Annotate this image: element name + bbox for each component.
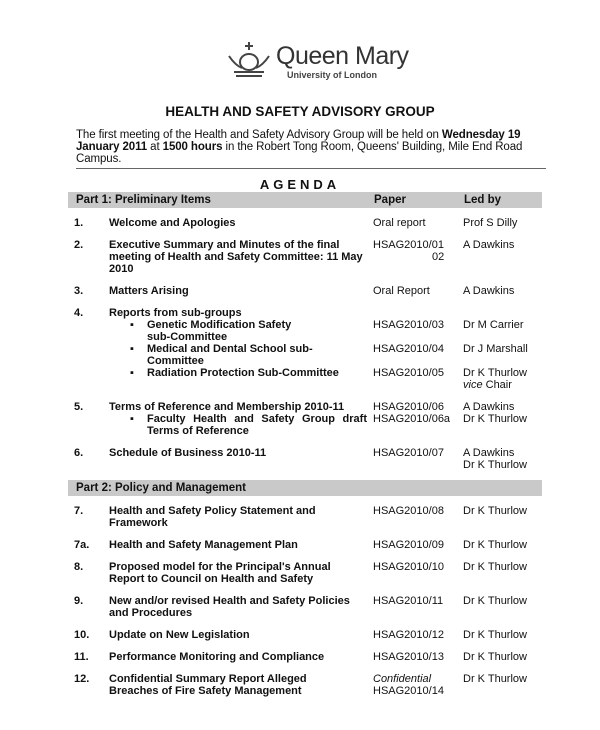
item-title: Update on New Legislation xyxy=(109,629,250,641)
item-title: Health and Safety Policy Statement and Framework xyxy=(109,505,316,529)
item-number: 9. xyxy=(74,595,84,607)
agenda-row xyxy=(68,447,568,471)
item-paper: HSAG2010/05 xyxy=(373,367,444,379)
agenda-subrow xyxy=(68,343,568,367)
agenda-row xyxy=(68,401,568,413)
item-paper: HSAG2010/07 xyxy=(373,447,444,459)
item-led-by: Dr K Thurlow xyxy=(463,561,527,573)
subitem-title: Faculty Health and Safety Group draft Terms of Reference xyxy=(147,413,367,437)
agenda-row xyxy=(68,285,568,297)
item-paper: HSAG2010/03 xyxy=(373,319,444,331)
logo-name: Queen Mary xyxy=(276,42,409,70)
agenda-row xyxy=(68,539,568,551)
item-paper: Oral Report xyxy=(373,285,430,297)
item-led-by: A Dawkins xyxy=(463,285,515,297)
item-led-by: Dr K Thurlow xyxy=(463,629,527,641)
part2-header xyxy=(68,480,542,496)
agenda-row xyxy=(68,595,568,619)
item-led-by: A Dawkins xyxy=(463,447,515,459)
item-number: 12. xyxy=(74,673,90,685)
item-number: 11. xyxy=(74,651,89,663)
part1-label: Part 1: Preliminary Items xyxy=(76,194,211,206)
agenda-row xyxy=(68,651,568,663)
subitem-title: Medical and Dental School sub-Committee xyxy=(147,343,313,367)
item-led-by: Dr K Thurlow xyxy=(463,539,527,551)
agenda-row xyxy=(68,307,568,319)
item-led-by: A Dawkins xyxy=(463,239,515,251)
bullet-icon: ▪ xyxy=(130,367,134,379)
intro-text: The first meeting of the Health and Safety Advisory Group will be held on xyxy=(76,129,442,141)
item-led-by: Dr K Thurlow xyxy=(463,673,527,685)
item-paper-confidential: Confidential xyxy=(373,673,432,685)
agenda-subrow xyxy=(68,319,568,343)
item-led-by: Dr J Marshall xyxy=(463,343,528,355)
item-title: Proposed model for the Principal's Annual Report to Council on Health and Safety xyxy=(109,561,331,585)
item-paper: HSAG2010/10 xyxy=(373,561,444,573)
meeting-date: Wednesday 19 January 2011 xyxy=(76,129,521,153)
item-number: 7a. xyxy=(74,539,90,551)
agenda-heading: AGENDA xyxy=(259,177,341,192)
item-led-by: Dr M Carrier xyxy=(463,319,524,331)
item-paper: HSAG2010/11 xyxy=(373,595,444,607)
item-title: Terms of Reference and Membership 2010-11 xyxy=(109,401,345,413)
led-by-column-header: Led by xyxy=(464,194,502,206)
agenda-row xyxy=(68,239,568,275)
item-led-by: Dr K Thurlow xyxy=(463,459,527,471)
item-title: Health and Safety Management Plan xyxy=(109,539,298,551)
item-paper: Oral report xyxy=(373,217,426,229)
item-led-by: Prof S Dilly xyxy=(463,217,518,229)
part1-header xyxy=(68,192,542,208)
agenda-row xyxy=(68,629,568,641)
bullet-icon: ▪ xyxy=(130,343,134,355)
led-by-role: Chair xyxy=(482,379,512,391)
intro-text: at xyxy=(147,141,163,153)
part1-items xyxy=(68,217,568,471)
item-led-by: A Dawkins xyxy=(463,401,515,413)
university-logo xyxy=(226,40,409,84)
item-title: Matters Arising xyxy=(109,285,189,297)
item-title: Confidential Summary Report Alleged Breaches of Fire Safety Management xyxy=(109,673,307,697)
item-number: 4. xyxy=(74,307,84,319)
item-number: 3. xyxy=(74,285,84,297)
agenda-row xyxy=(68,505,568,529)
item-number: 10. xyxy=(74,629,90,641)
page-bottom-margin xyxy=(0,697,600,727)
bullet-icon: ▪ xyxy=(130,319,134,331)
logo-subtitle: University of London xyxy=(287,70,377,80)
paper-column-header: Paper xyxy=(374,194,406,206)
item-led-by: Dr K Thurlow xyxy=(463,651,527,663)
item-paper: HSAG2010/06 xyxy=(373,401,444,413)
bullet-icon: ▪ xyxy=(130,413,134,425)
meeting-time: 1500 hours xyxy=(162,141,223,153)
item-led-by: Dr K Thurlow xyxy=(463,413,527,425)
item-paper: HSAG2010/09 xyxy=(373,539,444,551)
item-number: 7. xyxy=(74,505,84,517)
item-paper: HSAG2010/01 xyxy=(373,239,444,251)
item-title: Performance Monitoring and Compliance xyxy=(109,651,325,663)
item-number: 5. xyxy=(74,401,84,413)
agenda-subrow xyxy=(68,367,568,391)
item-led-by: Dr K Thurlow xyxy=(463,367,527,379)
item-paper: HSAG2010/14 xyxy=(373,685,444,697)
led-by-role: vice xyxy=(463,379,483,391)
crown-icon xyxy=(226,40,272,80)
item-paper: HSAG2010/06a xyxy=(373,413,451,425)
item-paper-continued: 02 xyxy=(432,251,445,263)
agenda-row xyxy=(68,217,568,229)
document-title: HEALTH AND SAFETY ADVISORY GROUP xyxy=(165,104,435,119)
item-number: 8. xyxy=(74,561,84,573)
subitem-title: Radiation Protection Sub-Committee xyxy=(147,367,339,379)
agenda-subrow xyxy=(68,413,568,437)
agenda-row xyxy=(68,673,568,697)
subitem-title: Genetic Modification Safety sub-Committee xyxy=(147,319,292,343)
item-title: Welcome and Apologies xyxy=(109,217,236,229)
item-title: Reports from sub-groups xyxy=(109,307,242,319)
divider xyxy=(76,168,546,169)
part2-label: Part 2: Policy and Management xyxy=(76,482,246,494)
item-paper: HSAG2010/12 xyxy=(373,629,444,641)
item-title: Schedule of Business 2010-11 xyxy=(109,447,267,459)
item-paper: HSAG2010/13 xyxy=(373,651,444,663)
agenda-row xyxy=(68,561,568,585)
item-paper: HSAG2010/04 xyxy=(373,343,444,355)
item-led-by: Dr K Thurlow xyxy=(463,505,527,517)
item-title: Executive Summary and Minutes of the final meeting of Health and Safety Committee: 11 May 2010 xyxy=(109,239,363,275)
item-number: 2. xyxy=(74,239,84,251)
meeting-intro xyxy=(76,129,550,165)
item-title: New and/or revised Health and Safety Policies and Procedures xyxy=(109,595,350,619)
part2-items xyxy=(68,505,568,697)
intro-text: in the Robert Tong Room, Queens' Building, Mile End Road Campus. xyxy=(76,141,523,165)
item-number: 6. xyxy=(74,447,84,459)
item-paper: HSAG2010/08 xyxy=(373,505,444,517)
item-number: 1. xyxy=(74,217,84,229)
item-led-by: Dr K Thurlow xyxy=(463,595,527,607)
